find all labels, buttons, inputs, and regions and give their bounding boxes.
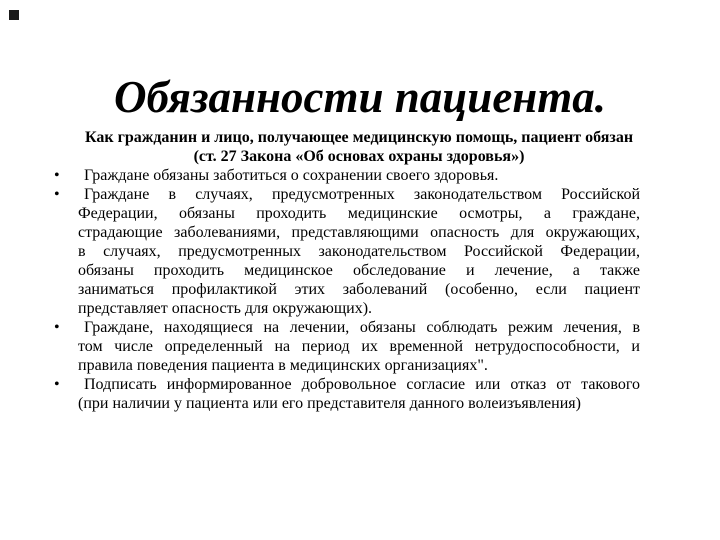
corner-square-decor — [9, 10, 19, 20]
bullet-marker-icon: • — [54, 167, 60, 184]
bullet-marker-icon: • — [54, 186, 60, 203]
body-line: представляет опасность для окружающих). — [78, 300, 373, 317]
bullet-item — [50, 185, 640, 318]
bullet-item — [50, 166, 640, 185]
subheader-line: (ст. 27 Закона «Об основах охраны здоровья») — [193, 148, 525, 165]
bullet-marker-icon: • — [54, 319, 60, 336]
bullet-item — [50, 375, 640, 413]
body-line: Федерации, обязаны проходить медицинские осмотры, а граждане, — [78, 205, 640, 222]
bullet-marker-icon: • — [54, 376, 60, 393]
slide-title: Обязанности пациента. — [113, 72, 607, 123]
bullet-item — [50, 318, 640, 375]
body-line: заниматься профилактикой этих заболеваний (особенно, если пациент — [78, 281, 640, 298]
body-line: Граждане в случаях, предусмотренных законодательством Российской — [84, 186, 640, 203]
body-line: (при наличии у пациента или его представителя данного волеизъявления) — [78, 395, 581, 412]
bullet-list — [50, 166, 640, 413]
body-line: обязаны проходить медицинское обследование и лечение, а также — [78, 262, 640, 279]
slide-subheader — [78, 128, 640, 166]
body-line: Граждане обязаны заботиться о сохранении своего здоровья. — [84, 167, 499, 184]
subheader-line: Как гражданин и лицо, получающее медицинскую помощь, пациент обязан — [84, 129, 634, 146]
body-line: том числе определенный на период их временной нетрудоспособности, и — [78, 338, 640, 355]
body-line: Подписать информированное добровольное согласие или отказ от такового — [84, 376, 640, 393]
body-line: в случаях, предусмотренных законодательством Российской Федерации, — [78, 243, 640, 260]
slide-body — [50, 128, 640, 413]
body-line: Граждане, находящиеся на лечении, обязаны соблюдать режим лечения, в — [84, 319, 640, 336]
body-line: правила поведения пациента в медицинских организациях". — [78, 357, 488, 374]
body-line: страдающие заболеваниями, представляющими опасность для окружающих, — [78, 224, 640, 241]
